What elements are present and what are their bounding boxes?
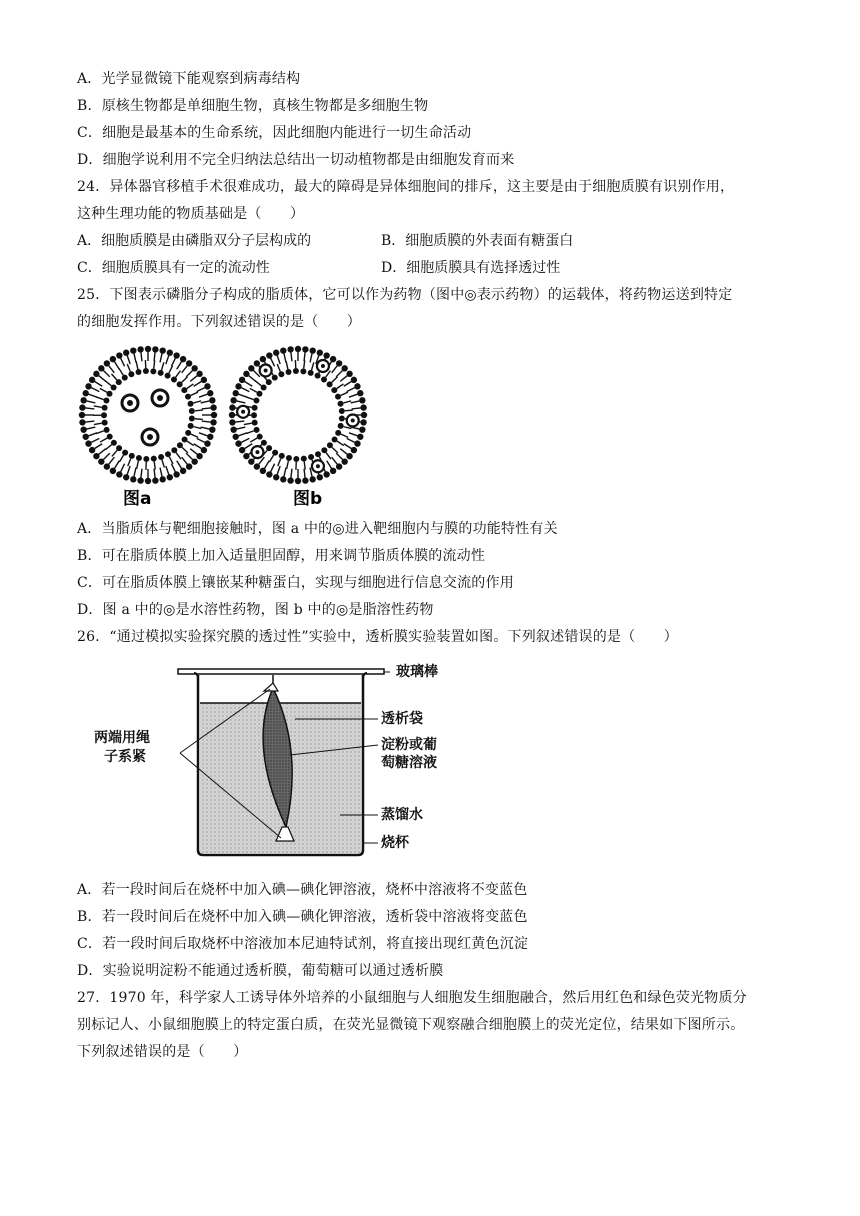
q27-stem-line2: 别标记人、小鼠细胞膜上的特定蛋白质，在荧光显微镜下观察融合细胞膜上的荧光定位，结果如下图所示。 [77,1017,745,1033]
liposome-b-membrane [229,346,367,484]
q24-option-b: B．细胞质膜的外表面有糖蛋白 [381,233,574,249]
q24-stem-line2: 这种生理功能的物质基础是（ ） [77,206,305,222]
q25-option-a: A．当脂质体与靶细胞接触时，图 a 中的◎进入靶细胞内与膜的功能特性有关 [77,521,558,537]
q26-option-c: C．若一段时间后取烧杯中溶液加本尼迪特试剂，将直接出现红黄色沉淀 [77,936,529,952]
q25-option-d: D．图 a 中的◎是水溶性药物，图 b 中的◎是脂溶性药物 [77,602,434,618]
q23-option-c: C．细胞是最基本的生命系统，因此细胞内能进行一切生命活动 [77,125,472,141]
liposome-figure [78,340,378,510]
q25-option-b: B．可在脂质体膜上加入适量胆固醇，用来调节脂质体膜的流动性 [77,548,486,564]
figure-a-label: 图a [123,489,152,509]
label-solution-line2: 萄糖溶液 [381,755,437,771]
label-dialysis-bag: 透析袋 [381,711,423,727]
q23-option-a: A．光学显微镜下能观察到病毒结构 [77,71,301,87]
liposome-diagram [78,340,378,510]
q23-option-b: B．原核生物都是单细胞生物，真核生物都是多细胞生物 [77,98,429,114]
q26-option-a: A．若一段时间后在烧杯中加入碘—碘化钾溶液，烧杯中溶液将不变蓝色 [77,882,528,898]
q25-option-c: C．可在脂质体膜上镶嵌某种糖蛋白，实现与细胞进行信息交流的作用 [77,575,514,591]
drug-symbols-a [122,390,168,445]
label-tie-line2: 子系紧 [104,749,146,765]
q26-option-b: B．若一段时间后在烧杯中加入碘—碘化钾溶液，透析袋中溶液将变蓝色 [77,909,528,925]
label-distilled-water: 蒸馏水 [381,807,423,823]
top-knot [264,683,278,691]
label-beaker: 烧杯 [381,835,409,851]
q24-stem-line1: 24．异体器官移植手术很难成功，最大的障碍是异体细胞间的排斥，这主要是由于细胞质膜有识别作用， [77,179,735,195]
q27-stem-line1: 27．1970 年，科学家人工诱导体外培养的小鼠细胞与人细胞发生细胞融合，然后用红色和绿色荧光物质分 [77,990,747,1006]
q25-stem-line1: 25．下图表示磷脂分子构成的脂质体，它可以作为药物（图中◎表示药物）的运载体，将药物运送到特定 [77,287,733,303]
q23-option-d: D．细胞学说利用不完全归纳法总结出一切动植物都是由细胞发育而来 [77,152,515,168]
q24-option-d: D．细胞质膜具有选择透过性 [381,260,561,276]
label-solution-line1: 淀粉或葡 [381,737,437,753]
label-tie-line1: 两端用绳 [94,730,150,746]
q26-option-d: D．实验说明淀粉不能通过透析膜，葡萄糖可以通过透析膜 [77,963,444,979]
glass-rod [178,669,384,674]
q24-option-a: A．细胞质膜是由磷脂双分子层构成的 [77,233,312,249]
q25-stem-line2: 的细胞发挥作用。下列叙述错误的是（ ） [77,314,361,330]
q26-stem: 26．“通过模拟实验探究膜的透过性”实验中，透析膜实验装置如图。下列叙述错误的是（ ） [77,629,678,645]
liposome-a-membrane [79,346,217,484]
q24-option-c: C．细胞质膜具有一定的流动性 [77,260,270,276]
figure-b-label: 图b [293,489,323,509]
q27-stem-line3: 下列叙述错误的是（ ） [77,1044,248,1060]
label-glass-rod: 玻璃棒 [396,664,438,680]
